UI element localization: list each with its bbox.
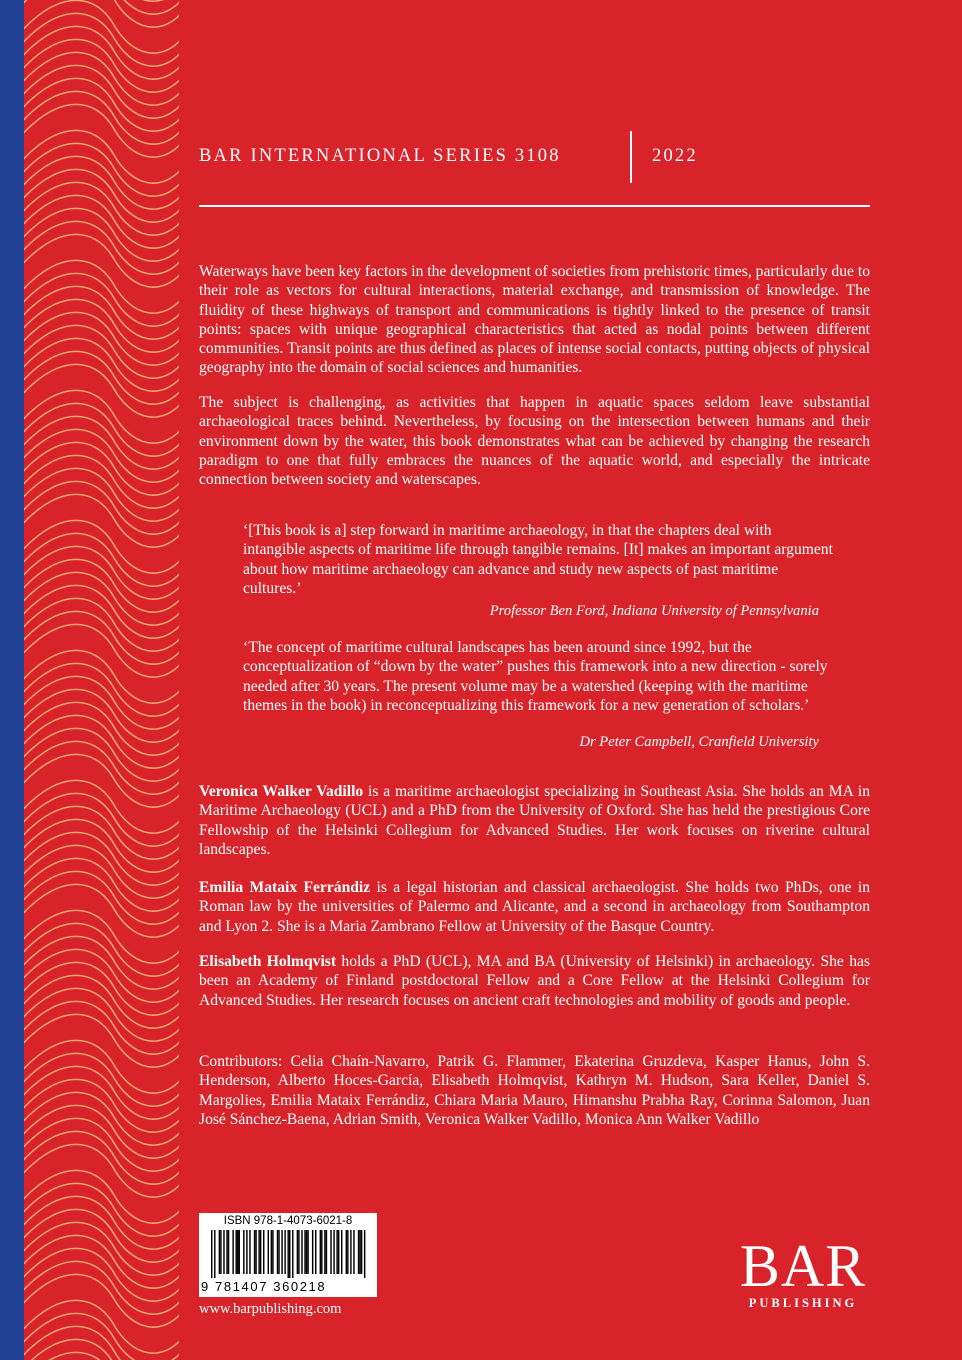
wave-pattern-strip <box>24 0 179 1360</box>
series-title: BAR INTERNATIONAL SERIES 3108 <box>199 146 561 166</box>
barcode-bar <box>312 1230 313 1274</box>
logo-sub-text: PUBLISHING <box>748 1296 858 1310</box>
review-attribution-1: Professor Ben Ford, Indiana University of Pennsylvania <box>489 603 819 619</box>
barcode-bar <box>292 1230 293 1278</box>
barcode-bar <box>278 1230 279 1274</box>
isbn-barcode <box>199 1213 377 1297</box>
description-paragraph-1: Waterways have been key factors in the development of societies from prehistoric times, particularly due to their role as vectors for cultural interactions, material exchange, and transmission of knowledge. The fluidity of these highways of transport and communications is tightly linked to the presence of transit points: spaces with unique geographical characteristics that acted as nodal points between different communities. Transit points are thus defined as places of intense social contacts, putting objects of physical geography into the domain of social sciences and humanities. <box>199 263 870 377</box>
barcode-bar <box>237 1230 238 1274</box>
wave-line <box>24 13 179 66</box>
barcode-bar <box>226 1230 227 1274</box>
wave-line <box>24 143 179 196</box>
wave-line <box>24 273 179 326</box>
barcode-bar <box>350 1230 351 1274</box>
barcode-bar <box>330 1230 331 1274</box>
bar-publishing-logo <box>736 1233 870 1311</box>
barcode-bar <box>306 1230 307 1274</box>
wave-line <box>24 793 179 846</box>
barcode-bar <box>243 1230 244 1274</box>
author-bio-1 <box>199 782 870 859</box>
barcode-bar <box>258 1230 259 1274</box>
author-bio-text-1: is a maritime archaeologist specializing in Southeast Asia. She holds an MA in Maritime Archaeology (UCL) and a PhD from the University of Oxford. She has held the prestigious Core Fellowship of the Helsinki Collegium for Advanced Studies. Her work focuses on riverine cultural landscapes. <box>199 783 870 858</box>
header-rule <box>199 205 870 207</box>
barcode-bar <box>268 1230 269 1274</box>
barcode-bar <box>271 1230 272 1274</box>
barcode-bar <box>307 1230 308 1274</box>
description-paragraph-2: The subject is challenging, as activities that happen in aquatic spaces seldom leave substantial archaeological traces behind. Nevertheless, by focusing on the intersection between humans and their environment down by the water, this book demonstrates what can be achieved by changing the research paradigm to one that fully embraces the nuances of the aquatic world, and especially the intricate connection between society and waterscapes. <box>199 394 870 489</box>
barcode-bar <box>239 1230 240 1274</box>
barcode-bar <box>347 1230 348 1274</box>
barcode-bar <box>260 1230 261 1274</box>
barcode-bar <box>284 1230 285 1274</box>
barcode-bar <box>336 1230 337 1274</box>
author-bio-text-2: is a legal historian and classical archaeologist. She holds two PhDs, one in Roman law by the universities of Palermo and Alicante, and a second in archaeology from Southampton and Lyon 2. She is a Maria Zambrano Fellow at University of the Basque Country. <box>199 879 870 935</box>
barcode-bar <box>364 1230 365 1278</box>
publisher-website[interactable]: www.barpublishing.com <box>199 1301 342 1317</box>
barcode-bar <box>246 1230 247 1274</box>
wave-line <box>24 1339 179 1360</box>
review-quote-2: ‘The concept of maritime cultural landscapes has been around since 1992, but the conceptualization of “down by the water” pushes this framework into a new direction - sorely needed after 30 years. The present volume may be a watershed (keeping with the maritime themes in the book) in reconceptualizing this framework for a new generation of scholars.’ <box>243 639 828 714</box>
barcode-bar <box>298 1230 299 1274</box>
wave-line <box>24 1183 179 1236</box>
blue-spine-strip <box>0 0 24 1360</box>
author-bio-2 <box>199 878 870 936</box>
author-name-2: Emilia Mataix Ferrándiz <box>199 879 371 896</box>
barcode-bar <box>281 1230 282 1274</box>
barcode-bar <box>287 1230 288 1278</box>
barcode-bar <box>277 1230 278 1274</box>
barcode-bar <box>359 1230 360 1274</box>
barcode-bar <box>272 1230 273 1274</box>
barcode-bar <box>219 1230 220 1274</box>
barcode-bar <box>255 1230 256 1274</box>
barcode-digits: 9 781407 360218 <box>201 1279 327 1294</box>
series-year: 2022 <box>652 146 698 166</box>
barcode-bar <box>341 1230 342 1274</box>
barcode-bar <box>297 1230 298 1274</box>
barcode-bar <box>361 1230 362 1274</box>
wave-pattern-graphic <box>24 0 179 1360</box>
barcode-bar <box>301 1230 302 1274</box>
barcode-bar <box>263 1230 264 1274</box>
contributors-list: Contributors: Celia Chaín-Navarro, Patrik G. Flammer, Ekaterina Gruzdeva, Kasper Hanus, John S. Henderson, Alberto Hoces-García, Elisabeth Holmqvist, Kathryn M. Hudson, Sara Keller, Daniel S. Margolies, Emilia Mataix Ferrándiz, Chiara Maria Mauro, Himanshu Prabha Ray, Corinna Salomon, Juan José Sánchez-Baena, Adrian Smith, Veronica Walker Vadillo, Monica Ann Walker Vadillo <box>199 1053 870 1128</box>
barcode-bars <box>211 1230 367 1278</box>
header-divider <box>630 131 632 183</box>
barcode-bar <box>235 1230 236 1274</box>
barcode-bar <box>249 1230 250 1274</box>
barcode-bar <box>333 1230 334 1274</box>
barcode-bar <box>211 1230 212 1278</box>
wave-line <box>24 663 179 716</box>
author-name-1: Veronica Walker Vadillo <box>199 783 364 800</box>
barcode-bar <box>346 1230 347 1274</box>
barcode-bar <box>358 1230 359 1274</box>
barcode-bar <box>321 1230 322 1274</box>
wave-line <box>24 0 179 1</box>
barcode-bar <box>304 1230 305 1274</box>
barcode-bar <box>228 1230 229 1274</box>
barcode-bar <box>223 1230 224 1274</box>
barcode-bar <box>254 1230 255 1274</box>
wave-line <box>24 923 179 976</box>
barcode-bar <box>326 1230 327 1274</box>
barcode-bar <box>214 1230 215 1278</box>
barcode-bar <box>315 1230 316 1274</box>
review-quote-1: ‘[This book is a] step forward in maritime archaeology, in that the chapters deal with intangible aspects of maritime life through tangible remains. [It] makes an important argument about how maritime archaeology can advance and study new aspects of past maritime cultures.’ <box>243 522 833 597</box>
wave-line <box>24 1326 179 1360</box>
author-name-3: Elisabeth Holmqvist <box>199 953 337 970</box>
wave-line <box>24 403 179 456</box>
barcode-bar <box>320 1230 321 1274</box>
barcode-bar <box>232 1230 233 1274</box>
author-bio-text-3: holds a PhD (UCL), MA and BA (University of Helsinki) in archaeology. She has been an Academy of Finland postdoctoral Fellow and a Core Fellow at the Helsinki Collegium for Advanced Studies. Her research focuses on ancient craft technologies and mobility of goods and people. <box>199 953 870 1009</box>
review-attribution-2: Dr Peter Campbell, Cranfield University <box>579 734 819 750</box>
barcode-bar <box>289 1230 290 1278</box>
isbn-label: ISBN 978-1-4073-6021-8 <box>223 1215 353 1227</box>
logo-main-text: BAR <box>739 1233 867 1299</box>
wave-line <box>24 533 179 586</box>
wave-line <box>24 1053 179 1106</box>
barcode-bar <box>324 1230 325 1274</box>
barcode-bar <box>338 1230 339 1274</box>
wave-line <box>24 0 179 14</box>
barcode-bar <box>353 1230 354 1274</box>
author-bio-3 <box>199 952 870 1010</box>
barcode-bar <box>220 1230 221 1274</box>
